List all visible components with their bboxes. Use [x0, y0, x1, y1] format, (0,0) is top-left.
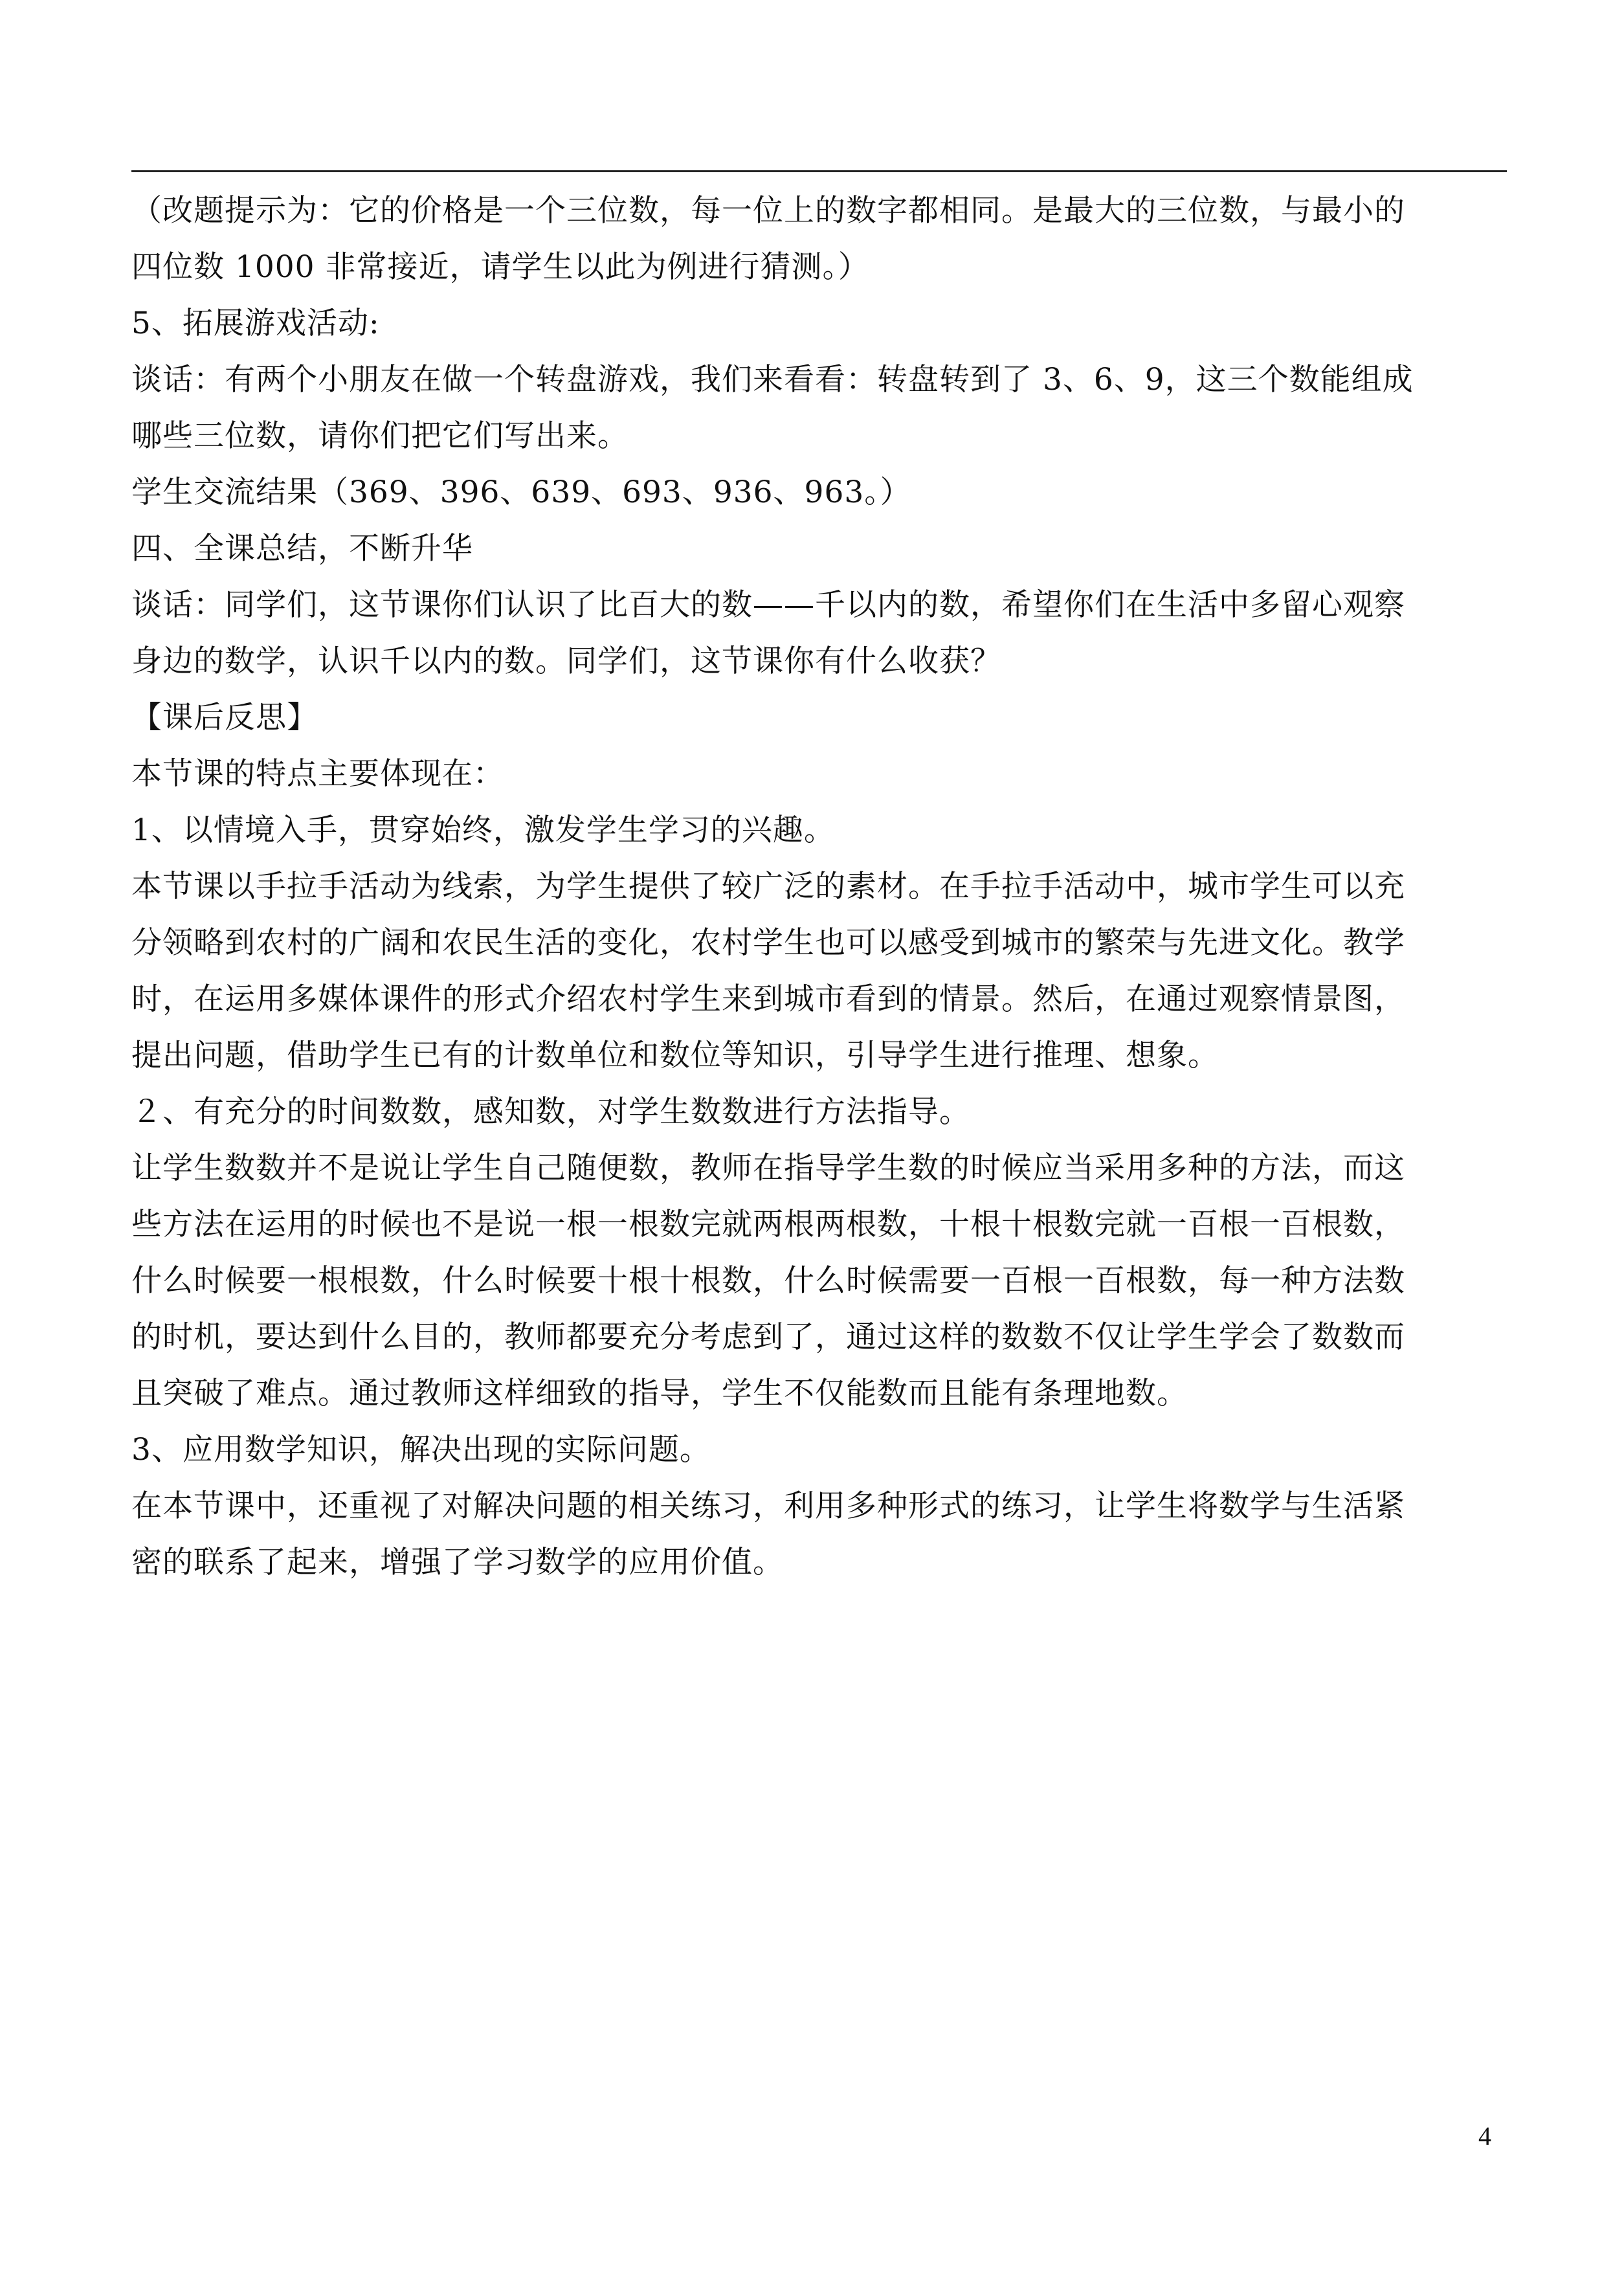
text-line: 让学生数数并不是说让学生自己随便数，教师在指导学生数的时候应当采用多种的方法，而这 — [131, 1150, 1405, 1186]
text-line: 什么时候要一根根数，什么时候要十根十根数，什么时候需要一百根一百根数，每一种方法数 — [131, 1263, 1405, 1299]
section-heading: 5、拓展游戏活动: — [131, 306, 380, 341]
text-line: 本节课的特点主要体现在： — [131, 756, 504, 792]
text-line: 时，在运用多媒体课件的形式介绍农村学生来到城市看到的情景。然后，在通过观察情景图， — [131, 981, 1405, 1017]
text-line: 谈话：有两个小朋友在做一个转盘游戏，我们来看看：转盘转到了 3、6、9，这三个数能组成 — [131, 362, 1414, 397]
section-heading: 四、全课总结，不断升华 — [131, 531, 473, 566]
text-line: 学生交流结果（369、396、639、693、936、963。） — [131, 475, 911, 510]
text-line: 的时机，要达到什么目的，教师都要充分考虑到了，通过这样的数数不仅让学生学会了数数而 — [131, 1319, 1405, 1355]
text-line: 些方法在运用的时候也不是说一根一根数完就两根两根数，十根十根数完就一百根一百根数， — [131, 1207, 1405, 1242]
subsection-heading: 3、应用数学知识，解决出现的实际问题。 — [131, 1432, 711, 1468]
section-heading: 【课后反思】 — [131, 700, 318, 735]
page-number: 4 — [1478, 2121, 1491, 2151]
text-line: 四位数 1000 非常接近，请学生以此为例进行猜测。） — [131, 249, 869, 285]
header-rule — [131, 170, 1507, 172]
text-line: 谈话：同学们，这节课你们认识了比百大的数——千以内的数，希望你们在生活中多留心观察 — [131, 587, 1405, 623]
text-line: 分领略到农村的广阔和农民生活的变化，农村学生也可以感受到城市的繁荣与先进文化。教学 — [131, 925, 1405, 961]
text-line: 提出问题，借助学生已有的计数单位和数位等知识，引导学生进行推理、想象。 — [131, 1038, 1219, 1073]
subsection-heading: ２、有充分的时间数数，感知数，对学生数数进行方法指导。 — [131, 1094, 970, 1130]
text-line: （改题提示为：它的价格是一个三位数，每一位上的数字都相同。是最大的三位数，与最小的 — [131, 193, 1405, 229]
text-line: 密的联系了起来，增强了学习数学的应用价值。 — [131, 1545, 784, 1580]
text-line: 身边的数学，认识千以内的数。同学们，这节课你有什么收获？ — [131, 643, 1001, 679]
text-line: 哪些三位数，请你们把它们写出来。 — [131, 418, 628, 454]
subsection-heading: 1、以情境入手，贯穿始终，激发学生学习的兴趣。 — [131, 812, 835, 848]
text-line: 本节课以手拉手活动为线索，为学生提供了较广泛的素材。在手拉手活动中，城市学生可以充 — [131, 869, 1405, 904]
text-line: 在本节课中，还重视了对解决问题的相关练习，利用多种形式的练习，让学生将数学与生活紧 — [131, 1488, 1405, 1524]
document-body — [131, 183, 1510, 1591]
text-line: 且突破了难点。通过教师这样细致的指导，学生不仅能数而且能有条理地数。 — [131, 1376, 1188, 1411]
